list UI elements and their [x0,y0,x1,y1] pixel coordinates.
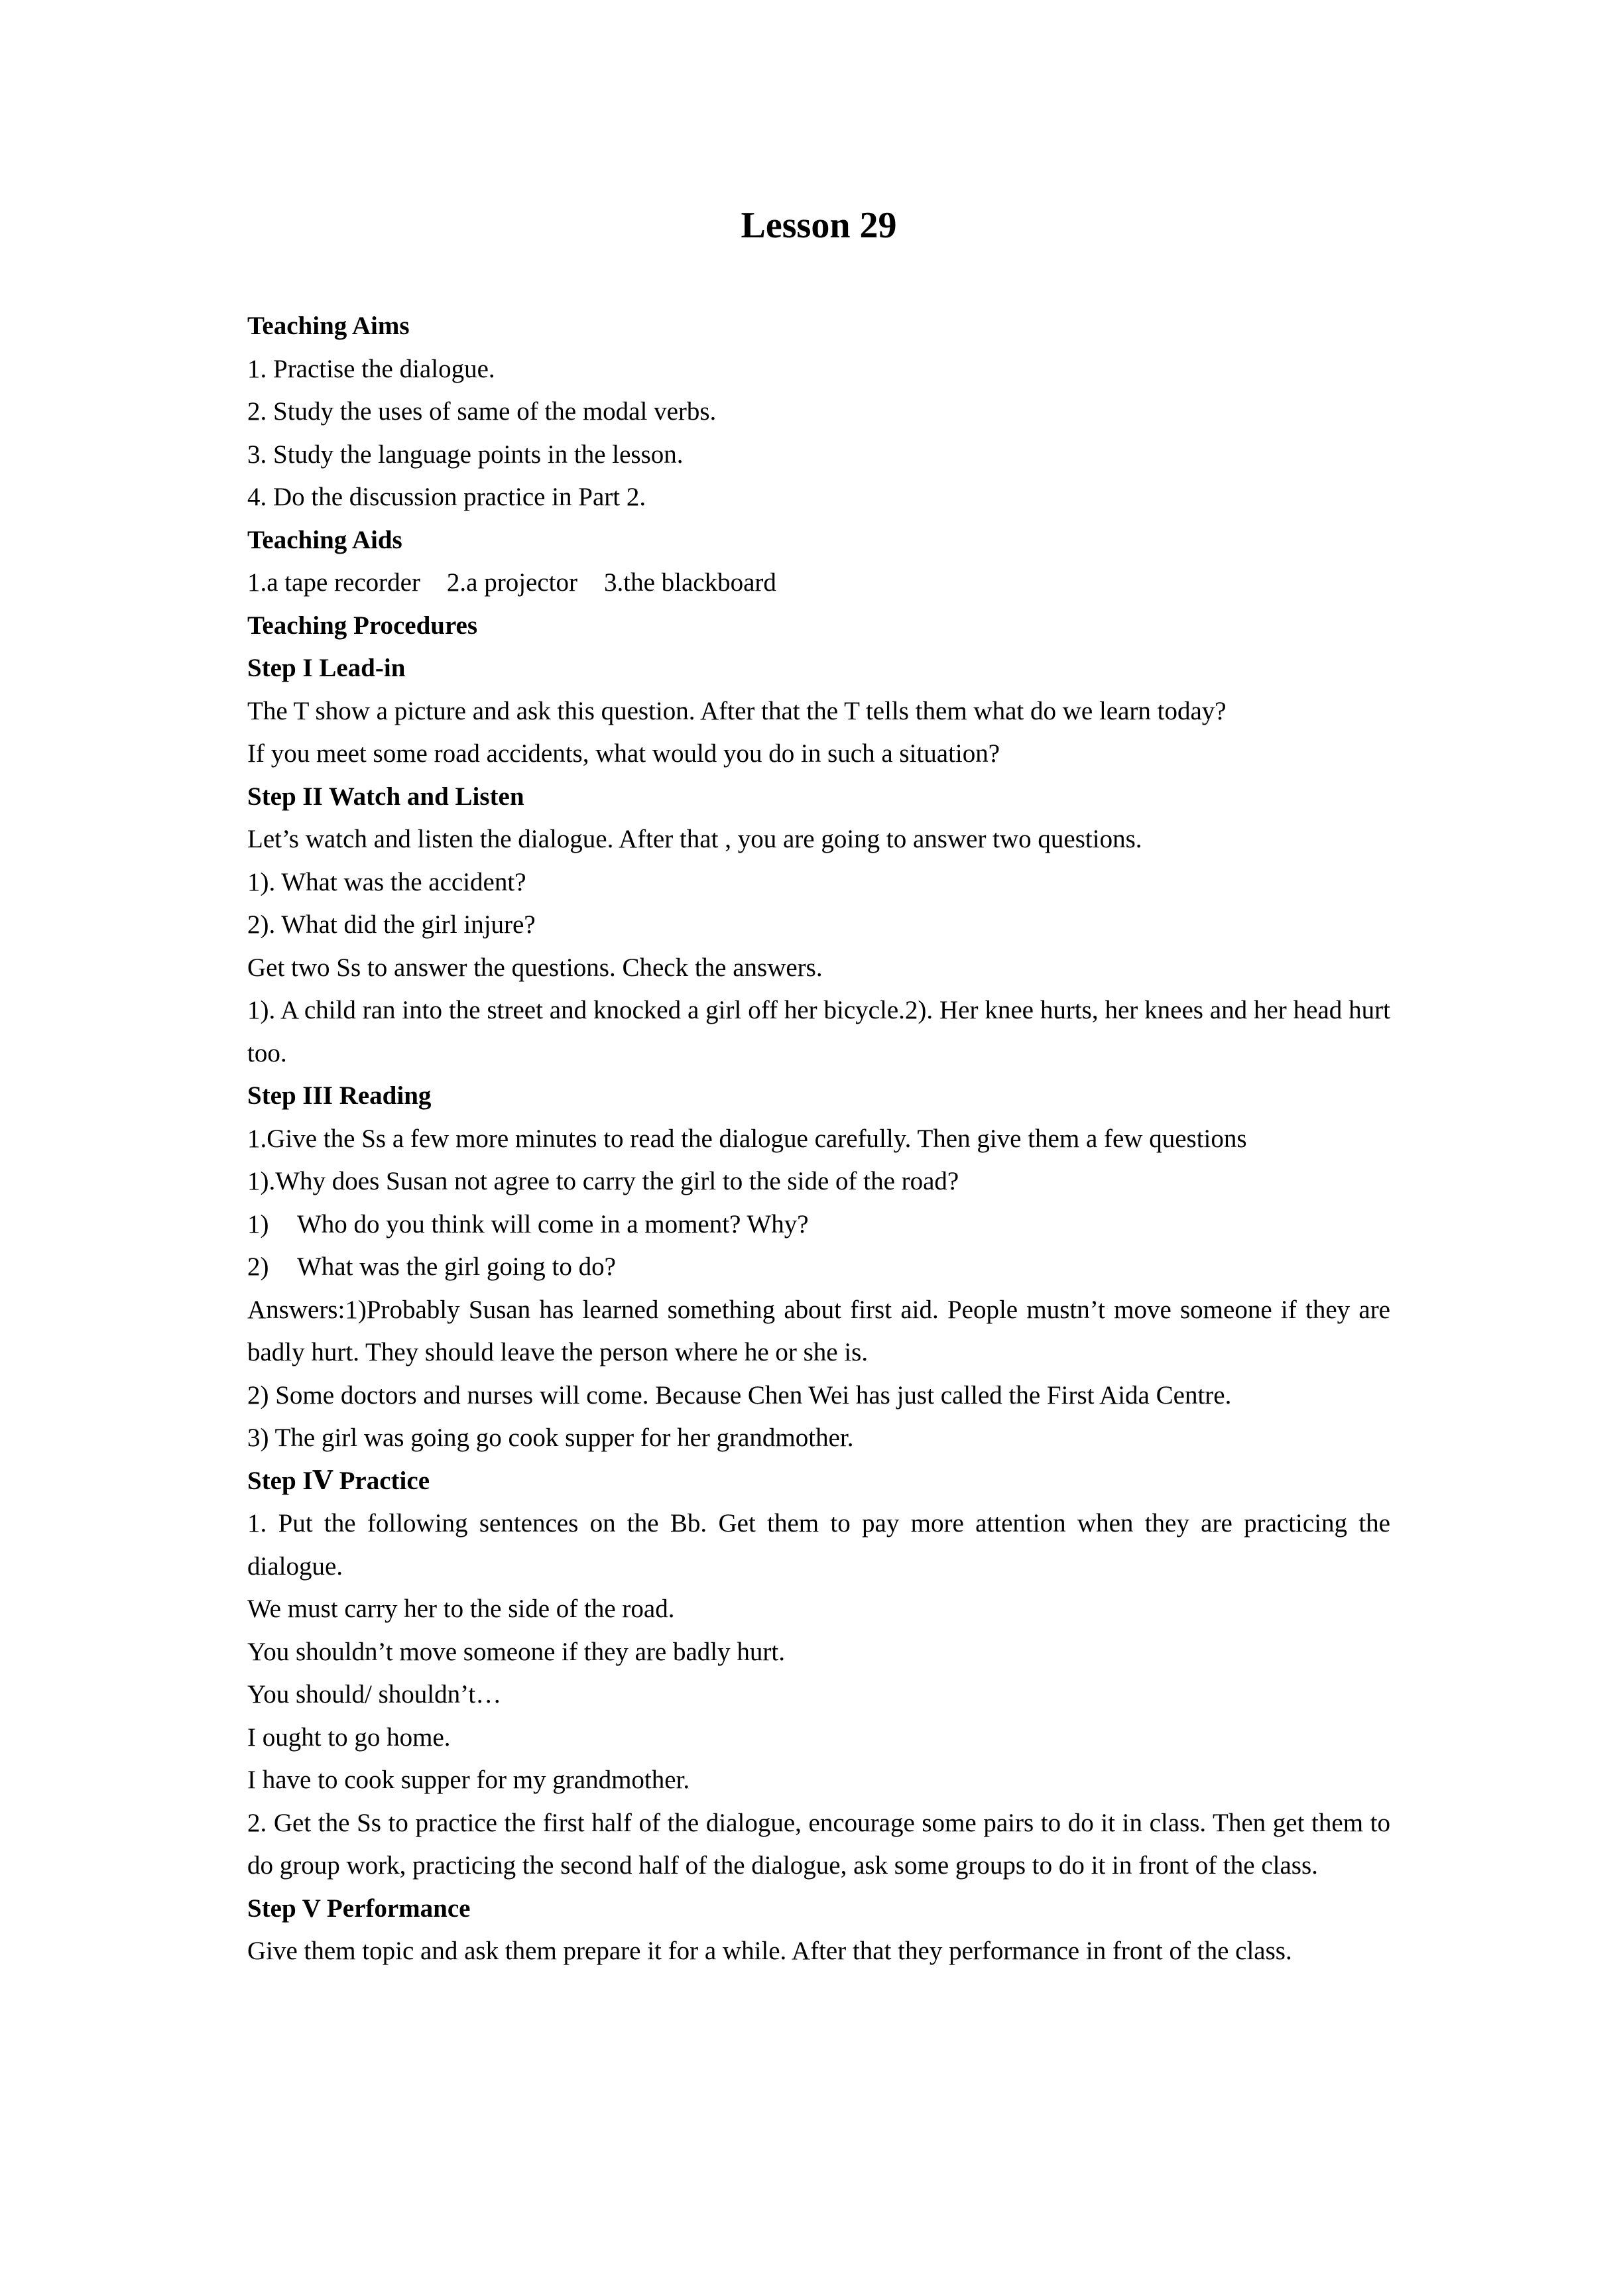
step1-heading: Step I Lead-in [247,654,406,682]
step1-line: The T show a picture and ask this question. After that the T tells them what do we learn today? [247,696,1227,725]
step3-numbered-item [247,1246,1390,1289]
page-title: Lesson 29 [741,205,897,246]
step4-sentence: I ought to go home. [247,1722,451,1752]
step2-line: 2). What did the girl injure? [247,910,536,939]
step3-numbered-item [247,1203,1390,1246]
step3-answer-line: 2) Some doctors and nurses will come. Because Chen Wei has just called the First Aida Centre. [247,1380,1232,1410]
aim-item: 2. Study the uses of same of the modal verbs. [247,397,717,426]
step4-sentence: You should/ shouldn’t… [247,1680,502,1709]
step4-sentence: I have to cook supper for my grandmother. [247,1766,690,1794]
step3-answers: Answers:1)Probably Susan has learned something about first aid. People mustn’t move someone if they are badly hurt. They should leave the person where he or she is. [247,1295,1390,1366]
aids-list [247,562,1390,605]
item-text: Who do you think will come in a moment? Why? [297,1209,809,1239]
aid-item: 1.a tape recorder [247,568,420,597]
step2-answers: 1). A child ran into the street and knocked a girl off her bicycle.2). Her knee hurts, her knees and her head hurt too. [247,996,1390,1067]
step4-heading: Step IⅤ Practice [247,1466,430,1495]
step4-sentence: We must carry her to the side of the road. [247,1595,675,1623]
step4-sentence: You shouldn’t move someone if they are badly hurt. [247,1637,785,1666]
step4-paragraph: 2. Get the Ss to practice the first half of the dialogue, encourage some pairs to do it in class. Then get them to do group work, practicing the second half of the dialogue, ask some groups to do it in front of the class. [247,1808,1390,1880]
step2-line: Get two Ss to answer the questions. Check the answers. [247,953,823,982]
item-text: What was the girl going to do? [297,1252,616,1281]
step3-answer-line: 3) The girl was going go cook supper for her grandmother. [247,1423,854,1452]
item-number: 2) [247,1252,269,1281]
teaching-aims-heading: Teaching Aims [247,312,410,340]
document-page [247,199,1390,1973]
step3-line: 1.Give the Ss a few more minutes to read the dialogue carefully. Then give them a few questions [247,1124,1247,1153]
step2-line: 1). What was the accident? [247,867,526,896]
step2-line: Let’s watch and listen the dialogue. After that , you are going to answer two questions. [247,825,1142,853]
teaching-aids-heading: Teaching Aids [247,525,402,554]
aim-item: 4. Do the discussion practice in Part 2. [247,483,646,511]
teaching-procedures-heading: Teaching Procedures [247,611,478,640]
aid-item: 2.a projector [446,568,577,597]
step3-heading: Step III Reading [247,1081,432,1110]
aid-item: 3.the blackboard [604,568,776,597]
aim-item: 3. Study the language points in the lesson. [247,440,684,469]
aim-item: 1. Practise the dialogue. [247,354,495,383]
step5-heading: Step V Performance [247,1894,471,1923]
step3-line: 1).Why does Susan not agree to carry the girl to the side of the road? [247,1167,959,1195]
item-number: 1) [247,1209,269,1239]
step5-paragraph: Give them topic and ask them prepare it for a while. After that they performance in front of the class. [247,1937,1292,1965]
step4-paragraph: 1. Put the following sentences on the Bb. Get them to pay more attention when they are practicing the dialogue. [247,1509,1390,1581]
step2-heading: Step II Watch and Listen [247,782,524,811]
step1-line: If you meet some road accidents, what would you do in such a situation? [247,739,1000,768]
